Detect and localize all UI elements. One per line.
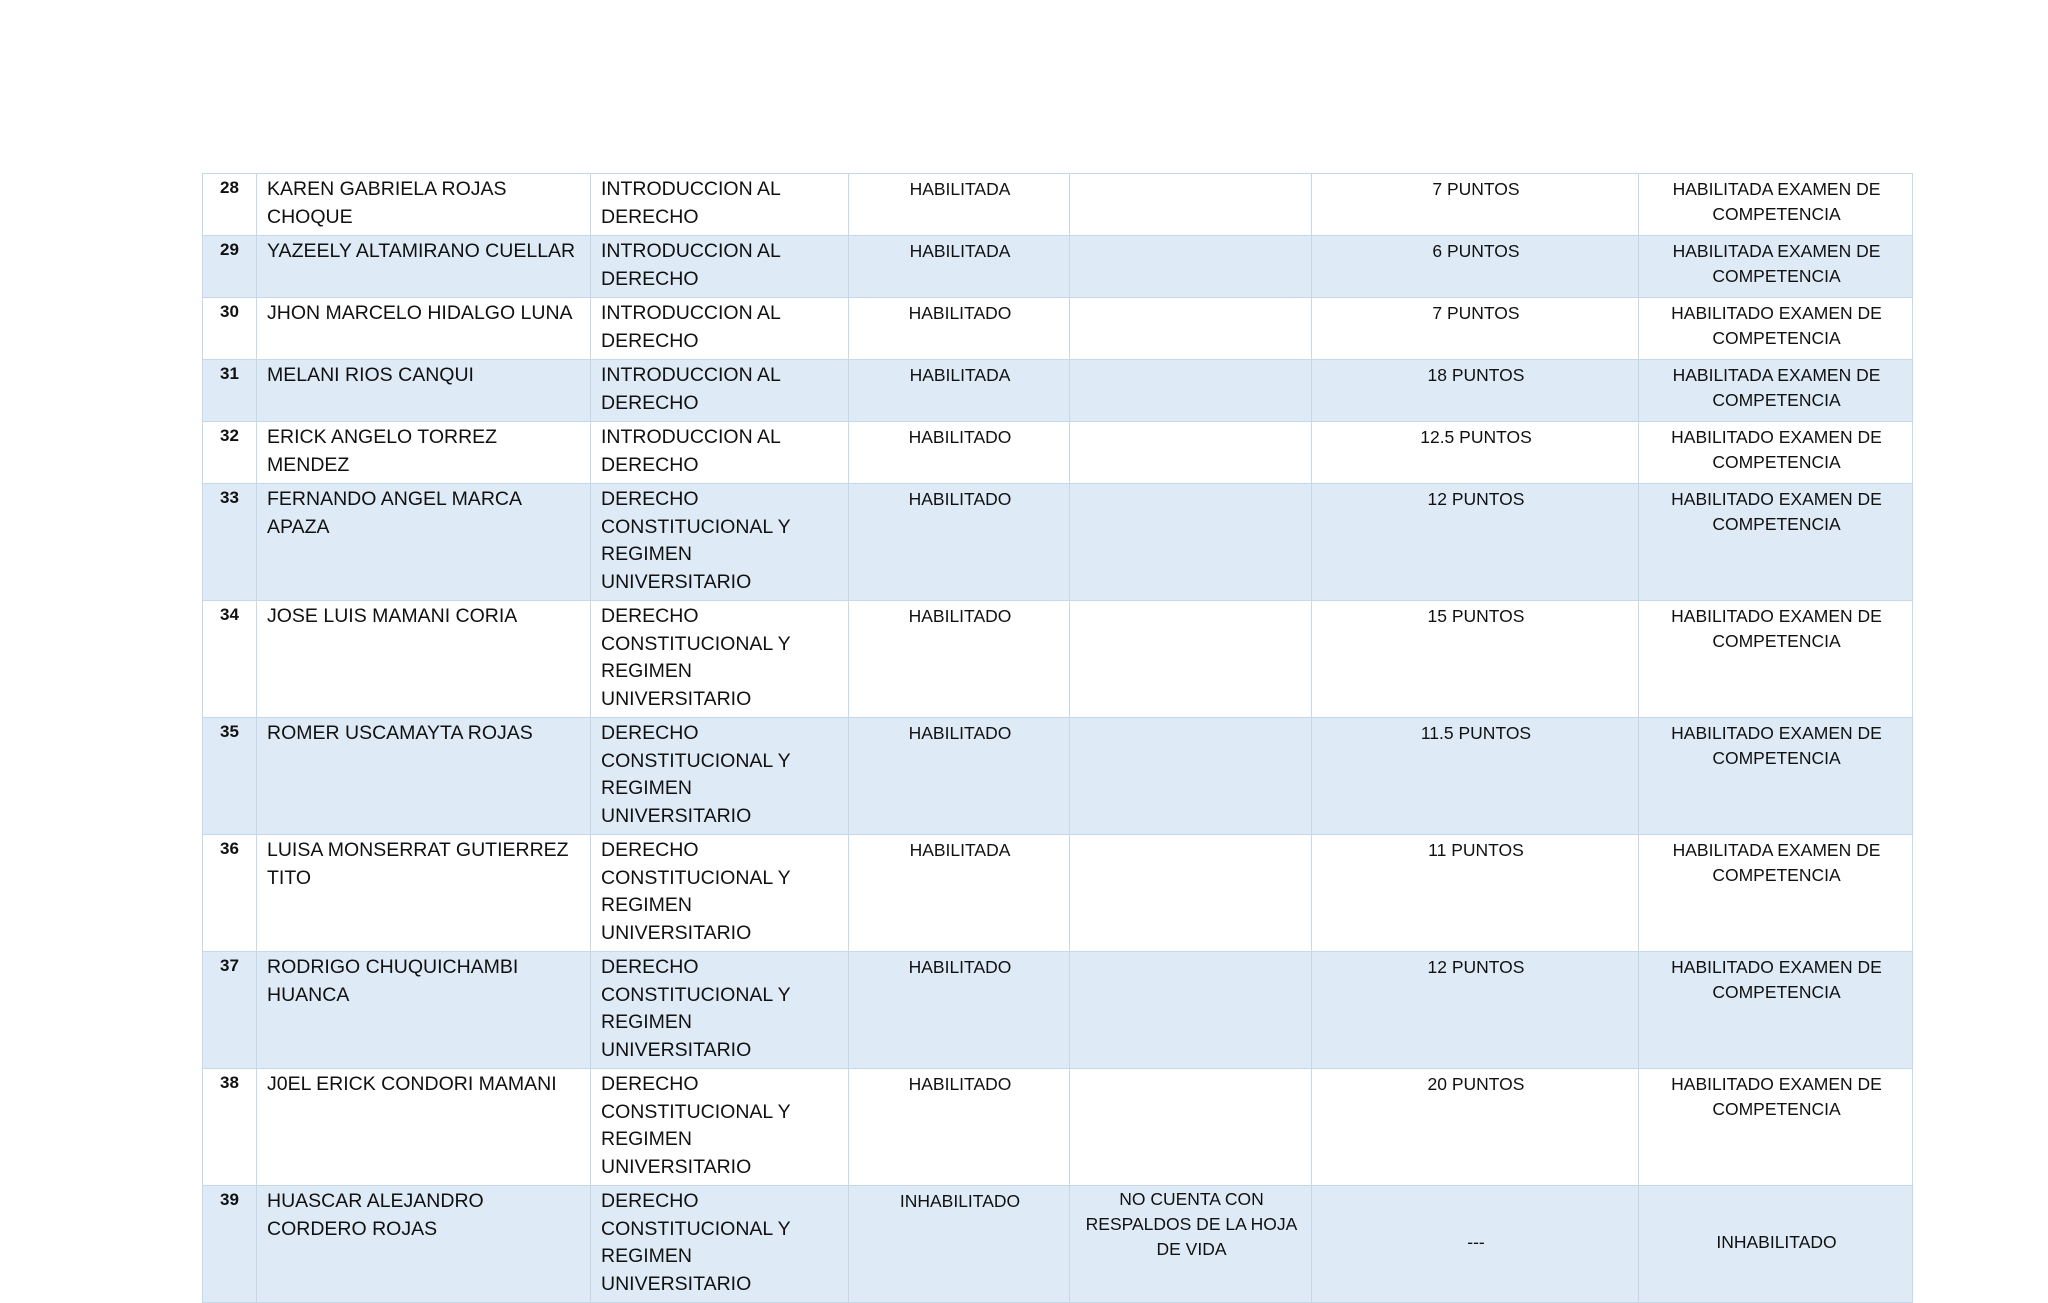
points: ---: [1312, 1186, 1639, 1303]
candidate-name: ROMER USCAMAYTA ROJAS: [257, 718, 591, 835]
observation: [1070, 835, 1312, 952]
result: HABILITADO EXAMEN DE COMPETENCIA: [1639, 1069, 1913, 1186]
row-number: 33: [203, 484, 257, 601]
observation: [1070, 236, 1312, 298]
result: HABILITADA EXAMEN DE COMPETENCIA: [1639, 236, 1913, 298]
status: HABILITADA: [849, 360, 1070, 422]
observation: [1070, 298, 1312, 360]
status: HABILITADO: [849, 952, 1070, 1069]
observation: [1070, 1069, 1312, 1186]
points: 11 PUNTOS: [1312, 835, 1639, 952]
subject: INTRODUCCION AL DERECHO: [591, 298, 849, 360]
table-row: [203, 1069, 1913, 1186]
subject: DERECHO CONSTITUCIONAL Y REGIMEN UNIVERSITARIO: [591, 601, 849, 718]
result: HABILITADA EXAMEN DE COMPETENCIA: [1639, 835, 1913, 952]
subject: DERECHO CONSTITUCIONAL Y REGIMEN UNIVERSITARIO: [591, 718, 849, 835]
points: 12.5 PUNTOS: [1312, 422, 1639, 484]
result: HABILITADA EXAMEN DE COMPETENCIA: [1639, 360, 1913, 422]
observation: [1070, 422, 1312, 484]
candidate-name: KAREN GABRIELA ROJAS CHOQUE: [257, 174, 591, 236]
status: HABILITADO: [849, 422, 1070, 484]
table-row: [203, 174, 1913, 236]
status: HABILITADO: [849, 601, 1070, 718]
table-row: [203, 298, 1913, 360]
status: HABILITADO: [849, 484, 1070, 601]
results-sheet: [202, 173, 1912, 1303]
table-row: [203, 952, 1913, 1069]
candidate-name: FERNANDO ANGEL MARCA APAZA: [257, 484, 591, 601]
candidate-name: JHON MARCELO HIDALGO LUNA: [257, 298, 591, 360]
result: HABILITADO EXAMEN DE COMPETENCIA: [1639, 484, 1913, 601]
table-row: [203, 601, 1913, 718]
subject: INTRODUCCION AL DERECHO: [591, 174, 849, 236]
observation: NO CUENTA CON RESPALDOS DE LA HOJA DE VIDA: [1070, 1186, 1312, 1303]
points: 18 PUNTOS: [1312, 360, 1639, 422]
points: 7 PUNTOS: [1312, 174, 1639, 236]
candidate-name: RODRIGO CHUQUICHAMBI HUANCA: [257, 952, 591, 1069]
result: INHABILITADO: [1639, 1186, 1913, 1303]
result: HABILITADO EXAMEN DE COMPETENCIA: [1639, 422, 1913, 484]
result: HABILITADO EXAMEN DE COMPETENCIA: [1639, 601, 1913, 718]
candidates-table: [202, 173, 1913, 1303]
status: HABILITADA: [849, 174, 1070, 236]
subject: INTRODUCCION AL DERECHO: [591, 360, 849, 422]
subject: INTRODUCCION AL DERECHO: [591, 422, 849, 484]
table-row: [203, 718, 1913, 835]
result: HABILITADO EXAMEN DE COMPETENCIA: [1639, 298, 1913, 360]
points: 6 PUNTOS: [1312, 236, 1639, 298]
candidate-name: MELANI RIOS CANQUI: [257, 360, 591, 422]
observation: [1070, 952, 1312, 1069]
result: HABILITADO EXAMEN DE COMPETENCIA: [1639, 952, 1913, 1069]
candidate-name: LUISA MONSERRAT GUTIERREZ TITO: [257, 835, 591, 952]
row-number: 39: [203, 1186, 257, 1303]
candidate-name: HUASCAR ALEJANDRO CORDERO ROJAS: [257, 1186, 591, 1303]
observation: [1070, 484, 1312, 601]
table-row: [203, 835, 1913, 952]
status: HABILITADO: [849, 298, 1070, 360]
candidate-name: YAZEELY ALTAMIRANO CUELLAR: [257, 236, 591, 298]
row-number: 36: [203, 835, 257, 952]
observation: [1070, 360, 1312, 422]
row-number: 28: [203, 174, 257, 236]
observation: [1070, 601, 1312, 718]
observation: [1070, 718, 1312, 835]
status: INHABILITADO: [849, 1186, 1070, 1303]
row-number: 34: [203, 601, 257, 718]
subject: DERECHO CONSTITUCIONAL Y REGIMEN UNIVERSITARIO: [591, 484, 849, 601]
subject: INTRODUCCION AL DERECHO: [591, 236, 849, 298]
table-row: [203, 1186, 1913, 1303]
row-number: 35: [203, 718, 257, 835]
status: HABILITADA: [849, 835, 1070, 952]
points: 12 PUNTOS: [1312, 952, 1639, 1069]
table-row: [203, 360, 1913, 422]
subject: DERECHO CONSTITUCIONAL Y REGIMEN UNIVERSITARIO: [591, 835, 849, 952]
row-number: 32: [203, 422, 257, 484]
row-number: 37: [203, 952, 257, 1069]
table-row: [203, 484, 1913, 601]
result: HABILITADA EXAMEN DE COMPETENCIA: [1639, 174, 1913, 236]
points: 12 PUNTOS: [1312, 484, 1639, 601]
row-number: 29: [203, 236, 257, 298]
candidate-name: J0EL ERICK CONDORI MAMANI: [257, 1069, 591, 1186]
row-number: 30: [203, 298, 257, 360]
result: HABILITADO EXAMEN DE COMPETENCIA: [1639, 718, 1913, 835]
subject: DERECHO CONSTITUCIONAL Y REGIMEN UNIVERSITARIO: [591, 952, 849, 1069]
candidate-name: JOSE LUIS MAMANI CORIA: [257, 601, 591, 718]
observation: [1070, 174, 1312, 236]
table-row: [203, 236, 1913, 298]
status: HABILITADA: [849, 236, 1070, 298]
status: HABILITADO: [849, 1069, 1070, 1186]
points: 20 PUNTOS: [1312, 1069, 1639, 1186]
table-row: [203, 422, 1913, 484]
status: HABILITADO: [849, 718, 1070, 835]
points: 7 PUNTOS: [1312, 298, 1639, 360]
candidate-name: ERICK ANGELO TORREZ MENDEZ: [257, 422, 591, 484]
row-number: 38: [203, 1069, 257, 1186]
row-number: 31: [203, 360, 257, 422]
subject: DERECHO CONSTITUCIONAL Y REGIMEN UNIVERSITARIO: [591, 1186, 849, 1303]
points: 15 PUNTOS: [1312, 601, 1639, 718]
points: 11.5 PUNTOS: [1312, 718, 1639, 835]
subject: DERECHO CONSTITUCIONAL Y REGIMEN UNIVERSITARIO: [591, 1069, 849, 1186]
